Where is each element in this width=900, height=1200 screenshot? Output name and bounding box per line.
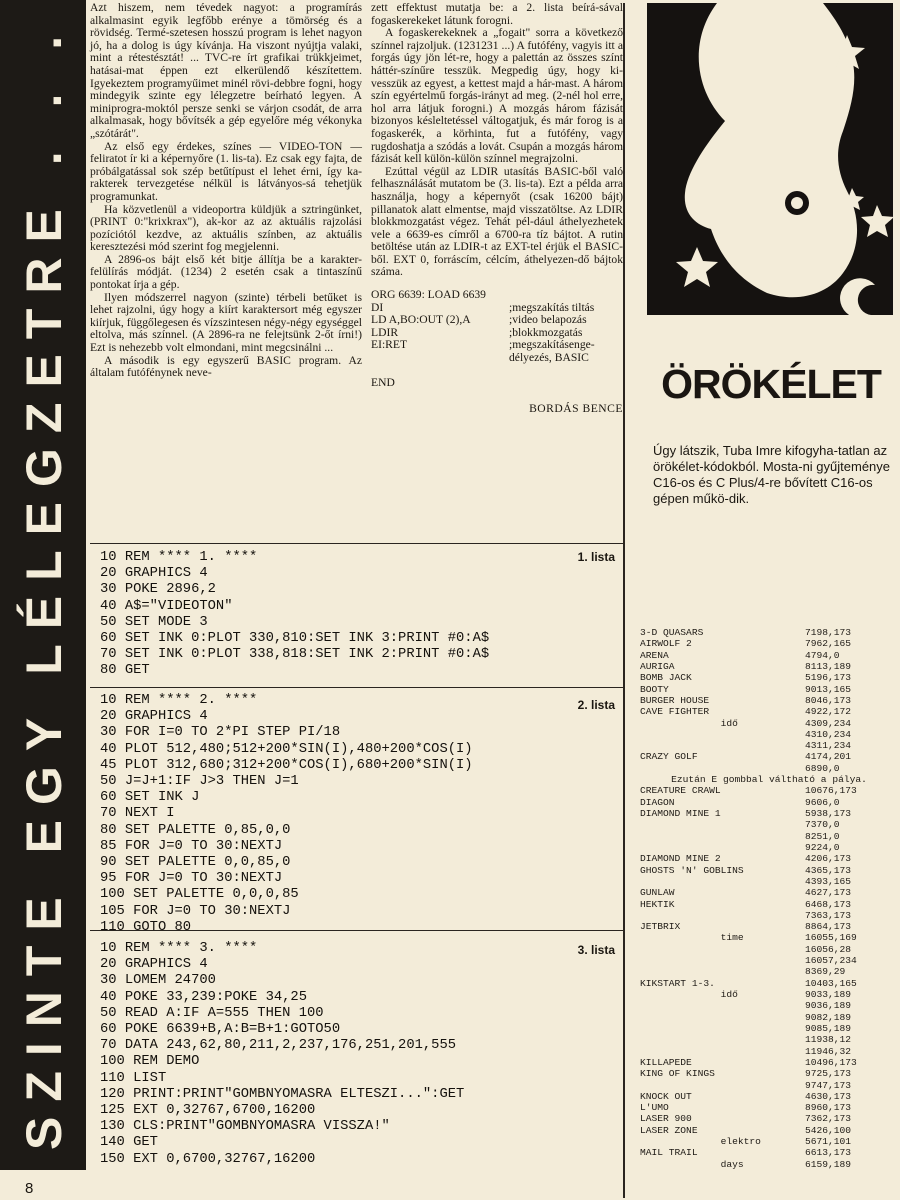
- game-title: [640, 1046, 805, 1057]
- paragraph: A második is egy egyszerű BASIC program. Az általam futófénynek neve-: [90, 353, 362, 380]
- poke-value: 8369,29: [805, 966, 846, 978]
- listing-2: [90, 687, 623, 935]
- poke-value: 8960,173: [805, 1102, 852, 1114]
- game-title: [640, 740, 805, 751]
- asm-comment: ;blokkmozgatás: [509, 325, 583, 339]
- game-title: [640, 966, 805, 977]
- code-row: [640, 706, 898, 717]
- code-line: 50 J=J+1:IF J>3 THEN J=1: [100, 774, 299, 790]
- code-line: 100 SET PALETTE 0,0,0,85: [100, 887, 299, 903]
- poke-value: 9013,165: [805, 683, 852, 695]
- code-line: 100 REM DEMO: [100, 1054, 200, 1070]
- listing-title: 2. lista: [577, 698, 615, 712]
- game-title: KIKSTART 1-3.: [640, 977, 715, 989]
- code-line: 60 POKE 6639+B,A:B=B+1:GOTO50: [100, 1022, 341, 1038]
- game-title: AIRWOLF 2: [640, 638, 692, 650]
- poke-value: 4206,173: [805, 853, 852, 865]
- game-title: [640, 944, 805, 955]
- poke-value: 8864,173: [805, 921, 852, 933]
- code-row: [640, 1012, 898, 1023]
- poke-value: 10403,165: [805, 977, 857, 989]
- poke-value: 4794,0: [805, 649, 840, 661]
- asm-line: [371, 314, 623, 327]
- code-row: [640, 989, 898, 1000]
- code-row: [640, 763, 898, 774]
- paragraph: Azt hiszem, nem tévedek nagyot: a programírás alkalmasint egyik legfőbb erénye a tömörség és a rövidség. Termé-szetesen hosszú program is lehet nagyon jó, ha a dolog is úgy kívánja. Ha viszont nyújtja valaki, mint a rétestésztát! ... TVC-re írt grafikai trükkjeimet, hatásai-mat éppen ezt elkerülendő készítettem. Igyekeztem programyűimet minél rövi-debbre fogni, hogy mindegyik szinte egy lélegzetre beírható legyen. A miniprogra-moktól persze senki se várjon csodát, de arra alkalmasak, hogy bővítsék a gép egyelőre még vékonyka „szótárát".: [90, 1, 362, 140]
- asm-end: END: [371, 375, 395, 389]
- code-line: 80 GET: [100, 663, 150, 679]
- paragraph: Ilyen módszerrel nagyon (szinte) térbeli betűket is lehet rajzolni, úgy hogy a kiírt karaktersort még egyszer kiírjuk, függőlegesen és vízszintesen négy-négy egységgel eltolva, más színnel. (A 2896-ra ne felejtsünk 2-őt írni!) Ezt is nehezebb volt elmondani, mint megcsinálni ...: [90, 290, 362, 355]
- code-line: 20 GRAPHICS 4: [100, 709, 208, 725]
- poke-value: 16055,169: [805, 932, 857, 944]
- poke-value: 5426,100: [805, 1124, 852, 1136]
- game-title: CRAZY GOLF: [640, 751, 698, 763]
- code-row: [640, 1125, 898, 1136]
- game-title: L'UMO: [640, 1102, 669, 1114]
- game-title: idő: [640, 717, 738, 729]
- headline: ÖRÖKÉLET: [661, 361, 881, 407]
- code-row: [640, 729, 898, 740]
- paragraph: A 2896-os bájt első két bitje állítja be a karakter-felülírás módját. (1234) 2 esetén csak a tintaszínű pontokat írja a gép.: [90, 252, 362, 292]
- poke-value: 6890,0: [805, 762, 840, 774]
- game-title: [640, 1080, 805, 1091]
- paragraph: zett effektust mutatja be: a 2. lista beírá-sával fogaskerekeket látunk forogni.: [371, 1, 623, 27]
- poke-value: 4310,234: [805, 728, 852, 740]
- game-title: [640, 1012, 805, 1023]
- poke-value: 6159,189: [805, 1158, 852, 1170]
- poke-value: 4365,173: [805, 864, 852, 876]
- code-row: [640, 819, 898, 830]
- game-title: idő: [640, 989, 738, 1000]
- code-line: 40 A$="VIDEOTON": [100, 598, 233, 614]
- cheat-codes-table: [640, 627, 898, 1170]
- game-title: 3-D QUASARS: [640, 627, 704, 638]
- game-title: [640, 1034, 805, 1045]
- code-line: 10 REM **** 3. ****: [100, 941, 258, 956]
- game-title: BOMB JACK: [640, 672, 692, 684]
- game-title: ARENA: [640, 649, 669, 661]
- code-line: 60 SET INK 0:PLOT 330,810:SET INK 3:PRINT #0:A$: [100, 631, 490, 647]
- code-row: [640, 1080, 898, 1091]
- code-row: [640, 1046, 898, 1057]
- code-row: [640, 1136, 898, 1147]
- asm-instruction: LDIR: [371, 325, 399, 339]
- game-title: Ezután E gombbal váltható a pálya.: [671, 774, 867, 786]
- game-title: LASER ZONE: [640, 1124, 698, 1136]
- code-row: [640, 1034, 898, 1045]
- code-row: [640, 627, 898, 638]
- code-row: [640, 955, 898, 966]
- code-row: [640, 831, 898, 842]
- asm-line: [371, 352, 623, 365]
- article-column-2: [371, 2, 623, 416]
- code-line: 40 PLOT 512,480;512+200*SIN(I),480+200*COS(I): [100, 741, 473, 757]
- poke-value: 10676,173: [805, 785, 857, 797]
- poke-value: 6468,173: [805, 898, 852, 910]
- game-title: MAIL TRAIL: [640, 1147, 698, 1159]
- code-line: 130 CLS:PRINT"GOMBNYOMASRA VISSZA!": [100, 1119, 390, 1135]
- code-row: [640, 695, 898, 706]
- code-row: [640, 672, 898, 683]
- poke-value: 9036,189: [805, 1000, 852, 1012]
- code-row: [640, 1159, 898, 1170]
- code-line: 90 SET PALETTE 0,0,85,0: [100, 855, 291, 871]
- listing-code: [90, 544, 623, 680]
- game-title: [640, 876, 805, 887]
- game-title: DIAMOND MINE 1: [640, 808, 721, 819]
- listing-title: 3. lista: [577, 943, 615, 957]
- paragraph: A fogaskerekeknek a „fogait" sorra a következő színnel rajzoljuk. (1231231 ...) A futófény, vagyis itt a forgás úgy jön lét-re, hogy a palettán az összes színt háttér-színűre tesszük. Megpedig úgy, hogy ki-vesszük az egyest, a kettest majd a hár-mast. A három szín egyértelmű forgás-irányt ad meg. (2-nél hol erre, hol arra látjuk forogni.) A mozgás három fázisát bizonyos késleltetéssel váltogatjuk, és már forog is a fogaskerék, a körhinta, fut a futófény, vagy rugdoshatja a szódás a lovát. Csupán a mozgás három fázisát kell külön-külön színnel megrajzolni.: [371, 26, 623, 166]
- code-line: 105 FOR J=0 TO 30:NEXTJ: [100, 903, 291, 919]
- poke-value: 6613,173: [805, 1147, 852, 1159]
- game-title: days: [640, 1158, 744, 1170]
- poke-value: 7363,173: [805, 909, 852, 921]
- poke-value: 9725,173: [805, 1068, 852, 1080]
- vertical-title-band: [0, 0, 86, 1170]
- code-line: 125 EXT 0,32767,6700,16200: [100, 1103, 316, 1119]
- game-title: [640, 842, 805, 853]
- code-line: 30 FOR I=0 TO 2*PI STEP PI/18: [100, 725, 341, 741]
- asm-comment: ;video belapozás: [509, 313, 587, 327]
- poke-value: 4309,234: [805, 717, 852, 729]
- code-line: 110 GOTO 80: [100, 919, 192, 935]
- code-row: [640, 1057, 898, 1068]
- paragraph: Az első egy érdekes, színes — VIDEO-TON — feliratot ír ki a képernyőre (1. lis-ta). Ez csak egy fajta, de próbálgatással sok szép betűtípust el lehet érni, így ka-rakterek tervezgetése nélkül is látványos-sá tehetjük programunkat.: [90, 139, 362, 203]
- code-row: [640, 684, 898, 695]
- game-title: BURGER HOUSE: [640, 694, 710, 706]
- poke-value: 4922,172: [805, 706, 852, 718]
- poke-value: 9033,189: [805, 989, 852, 1000]
- poke-value: 10496,173: [805, 1056, 857, 1068]
- code-line: 150 EXT 0,6700,32767,16200: [100, 1151, 316, 1167]
- code-row: [640, 910, 898, 921]
- asm-instruction: LD A,BO:OUT (2),A: [371, 313, 471, 327]
- code-row: [640, 650, 898, 661]
- poke-value: 11946,32: [805, 1045, 852, 1057]
- game-title: [640, 819, 805, 830]
- code-row: [640, 865, 898, 876]
- code-line: 30 LOMEM 24700: [100, 973, 216, 989]
- game-title: JETBRIX: [640, 921, 681, 933]
- game-title: GUNLAW: [640, 887, 675, 899]
- game-title: GHOSTS 'N' GOBLINS: [640, 864, 744, 876]
- vertical-title: SZINTE EGY LÉLEGZETRE . . .: [16, 20, 72, 1150]
- game-title: HEKTIK: [640, 898, 675, 910]
- paragraph: Ha közvetlenül a videoportra küldjük a sztringünket, (PRINT 0:"krixkrax"), ak-kor az az aktuális rajzolási pozíciótól kezdve, az aktuális színben, az aktuális keresztezési mód szerint fog megjelenni.: [90, 202, 362, 254]
- code-line: 30 POKE 2896,2: [100, 582, 216, 598]
- asm-header: ORG 6639: LOAD 6639: [371, 288, 486, 302]
- code-row: [640, 785, 898, 796]
- head-silhouette-illustration: [647, 3, 893, 315]
- code-line: 10 REM **** 1. ****: [100, 550, 258, 565]
- asm-instruction: DI: [371, 300, 384, 314]
- game-title: KILLAPEDE: [640, 1056, 692, 1068]
- asm-comment: délyezés, BASIC: [509, 351, 589, 365]
- game-title: [640, 729, 805, 740]
- game-title: DIAGON: [640, 796, 675, 808]
- poke-value: 8251,0: [805, 830, 840, 842]
- poke-value: 9085,189: [805, 1022, 852, 1034]
- code-row: [640, 842, 898, 853]
- game-title: [640, 763, 805, 774]
- code-line: 70 DATA 243,62,80,211,2,237,176,251,201,555: [100, 1038, 457, 1054]
- game-title: time: [640, 932, 744, 944]
- code-row: [640, 1000, 898, 1011]
- poke-value: 9224,0: [805, 841, 840, 853]
- game-title: [640, 1000, 805, 1011]
- code-row: [640, 932, 898, 943]
- code-row: [640, 853, 898, 864]
- poke-value: 4174,201: [805, 751, 852, 763]
- code-line: 80 SET PALETTE 0,85,0,0: [100, 822, 291, 838]
- code-line: 70 SET INK 0:PLOT 338,818:SET INK 2:PRINT #0:A$: [100, 647, 490, 663]
- code-row: [640, 808, 898, 819]
- game-title: elektro: [640, 1136, 761, 1148]
- game-title: AURIGA: [640, 660, 675, 672]
- asm-comment: ;megszakítás tiltás: [509, 300, 595, 314]
- code-line: 95 FOR J=0 TO 30:NEXTJ: [100, 871, 283, 887]
- column-divider: [623, 3, 625, 1198]
- asm-instruction: EI:RET: [371, 338, 408, 352]
- code-row: [640, 774, 898, 785]
- code-row: [640, 944, 898, 955]
- poke-value: 9082,189: [805, 1011, 852, 1023]
- code-line: 70 NEXT I: [100, 806, 175, 822]
- code-line: 120 PRINT:PRINT"GOMBNYOMASRA ELTESZI...":GET: [100, 1086, 465, 1102]
- game-title: [640, 955, 805, 966]
- game-title: LASER 900: [640, 1113, 692, 1125]
- poke-value: 5196,173: [805, 672, 852, 684]
- code-row: [640, 1113, 898, 1124]
- listing-1: [90, 543, 623, 686]
- article-column-1: [90, 2, 362, 380]
- assembly-listing: [371, 289, 623, 389]
- code-row: [640, 797, 898, 808]
- code-row: [640, 887, 898, 898]
- poke-value: 9606,0: [805, 796, 840, 808]
- game-title: BOOTY: [640, 683, 669, 695]
- game-title: CREATURE CRAWL: [640, 785, 721, 797]
- code-line: 20 GRAPHICS 4: [100, 957, 208, 973]
- poke-value: 4627,173: [805, 887, 852, 899]
- intro-text: Úgy látszik, Tuba Imre kifogyha-tatlan az örökélet-kódokból. Mosta-ni gyűjteménye C16-os és C Plus/4-re bővített C16-os gépen műkö-dik.: [653, 443, 891, 506]
- code-row: [640, 966, 898, 977]
- poke-value: 11938,12: [805, 1034, 852, 1046]
- poke-value: 4630,173: [805, 1090, 852, 1102]
- game-title: KING OF KINGS: [640, 1068, 715, 1080]
- code-row: [640, 740, 898, 751]
- game-title: DIAMOND MINE 2: [640, 853, 721, 865]
- game-title: [640, 831, 805, 842]
- code-row: [640, 751, 898, 762]
- code-line: 10 REM **** 2. ****: [100, 693, 258, 708]
- game-title: CAVE FIGHTER: [640, 706, 710, 718]
- poke-value: 8046,173: [805, 694, 852, 706]
- listing-code: [90, 931, 623, 1168]
- poke-value: 7962,165: [805, 638, 852, 650]
- code-row: [640, 1068, 898, 1079]
- poke-value: 5938,173: [805, 808, 852, 819]
- code-line: 50 SET MODE 3: [100, 614, 208, 630]
- poke-value: 16057,234: [805, 955, 857, 967]
- code-row: [640, 899, 898, 910]
- listing-title: 1. lista: [577, 550, 615, 564]
- code-row: [640, 978, 898, 989]
- poke-value: 8113,189: [805, 660, 852, 672]
- code-row: [640, 661, 898, 672]
- asm-comment: ;megszakításenge-: [509, 338, 595, 352]
- code-row: [640, 1023, 898, 1034]
- poke-value: 4311,234: [805, 740, 852, 752]
- game-title: [640, 1023, 805, 1034]
- page-number: 8: [25, 1180, 34, 1197]
- code-line: 45 PLOT 312,680;312+200*COS(I),680+200*SIN(I): [100, 757, 473, 773]
- poke-value: 7198,173: [805, 627, 852, 638]
- code-row: [640, 921, 898, 932]
- code-row: [640, 1102, 898, 1113]
- code-row: [640, 876, 898, 887]
- code-row: [640, 638, 898, 649]
- poke-value: 9747,173: [805, 1079, 852, 1091]
- code-line: 85 FOR J=0 TO 30:NEXTJ: [100, 838, 283, 854]
- poke-value: 4393,165: [805, 875, 852, 887]
- code-line: 50 READ A:IF A=555 THEN 100: [100, 1005, 324, 1021]
- game-title: KNOCK OUT: [640, 1090, 692, 1102]
- paragraph: Ezúttal végül az LDIR utasítás BASIC-ből való felhasználását mutatom be (3. lis-ta). Ezt a példa arra használja, hogy a képernyőt (csak 16200 bájt) pillanatok alatt elmentse, majd visszatöltse. Az LDIR blokkmozgatást végez. Tehát pél-dául áthelyezhetek vele a 6639-es címről a 6700-ra tíz bájtot. A rutin betöltése után az LDIR-t az EXT-tel érjük el BASIC-ből. EXT 0, forráscím, célcím, áthelyezen-dő bájtok száma.: [371, 164, 623, 279]
- code-line: 20 GRAPHICS 4: [100, 566, 208, 582]
- listing-3: [90, 930, 623, 1176]
- code-line: 110 LIST: [100, 1070, 167, 1086]
- code-line: 60 SET INK J: [100, 790, 200, 806]
- code-row: [640, 1147, 898, 1158]
- listing-code: [90, 688, 623, 936]
- author: BORDÁS BENCE: [529, 402, 623, 416]
- asm-instruction: [371, 352, 509, 365]
- poke-value: 7370,0: [805, 819, 840, 831]
- code-line: 40 POKE 33,239:POKE 34,25: [100, 989, 307, 1005]
- poke-value: 5671,101: [805, 1136, 852, 1148]
- code-row: [640, 718, 898, 729]
- code-row: [640, 1091, 898, 1102]
- game-title: [640, 910, 805, 921]
- poke-value: 16056,28: [805, 943, 852, 955]
- code-line: 140 GET: [100, 1135, 158, 1151]
- poke-value: 7362,173: [805, 1113, 852, 1125]
